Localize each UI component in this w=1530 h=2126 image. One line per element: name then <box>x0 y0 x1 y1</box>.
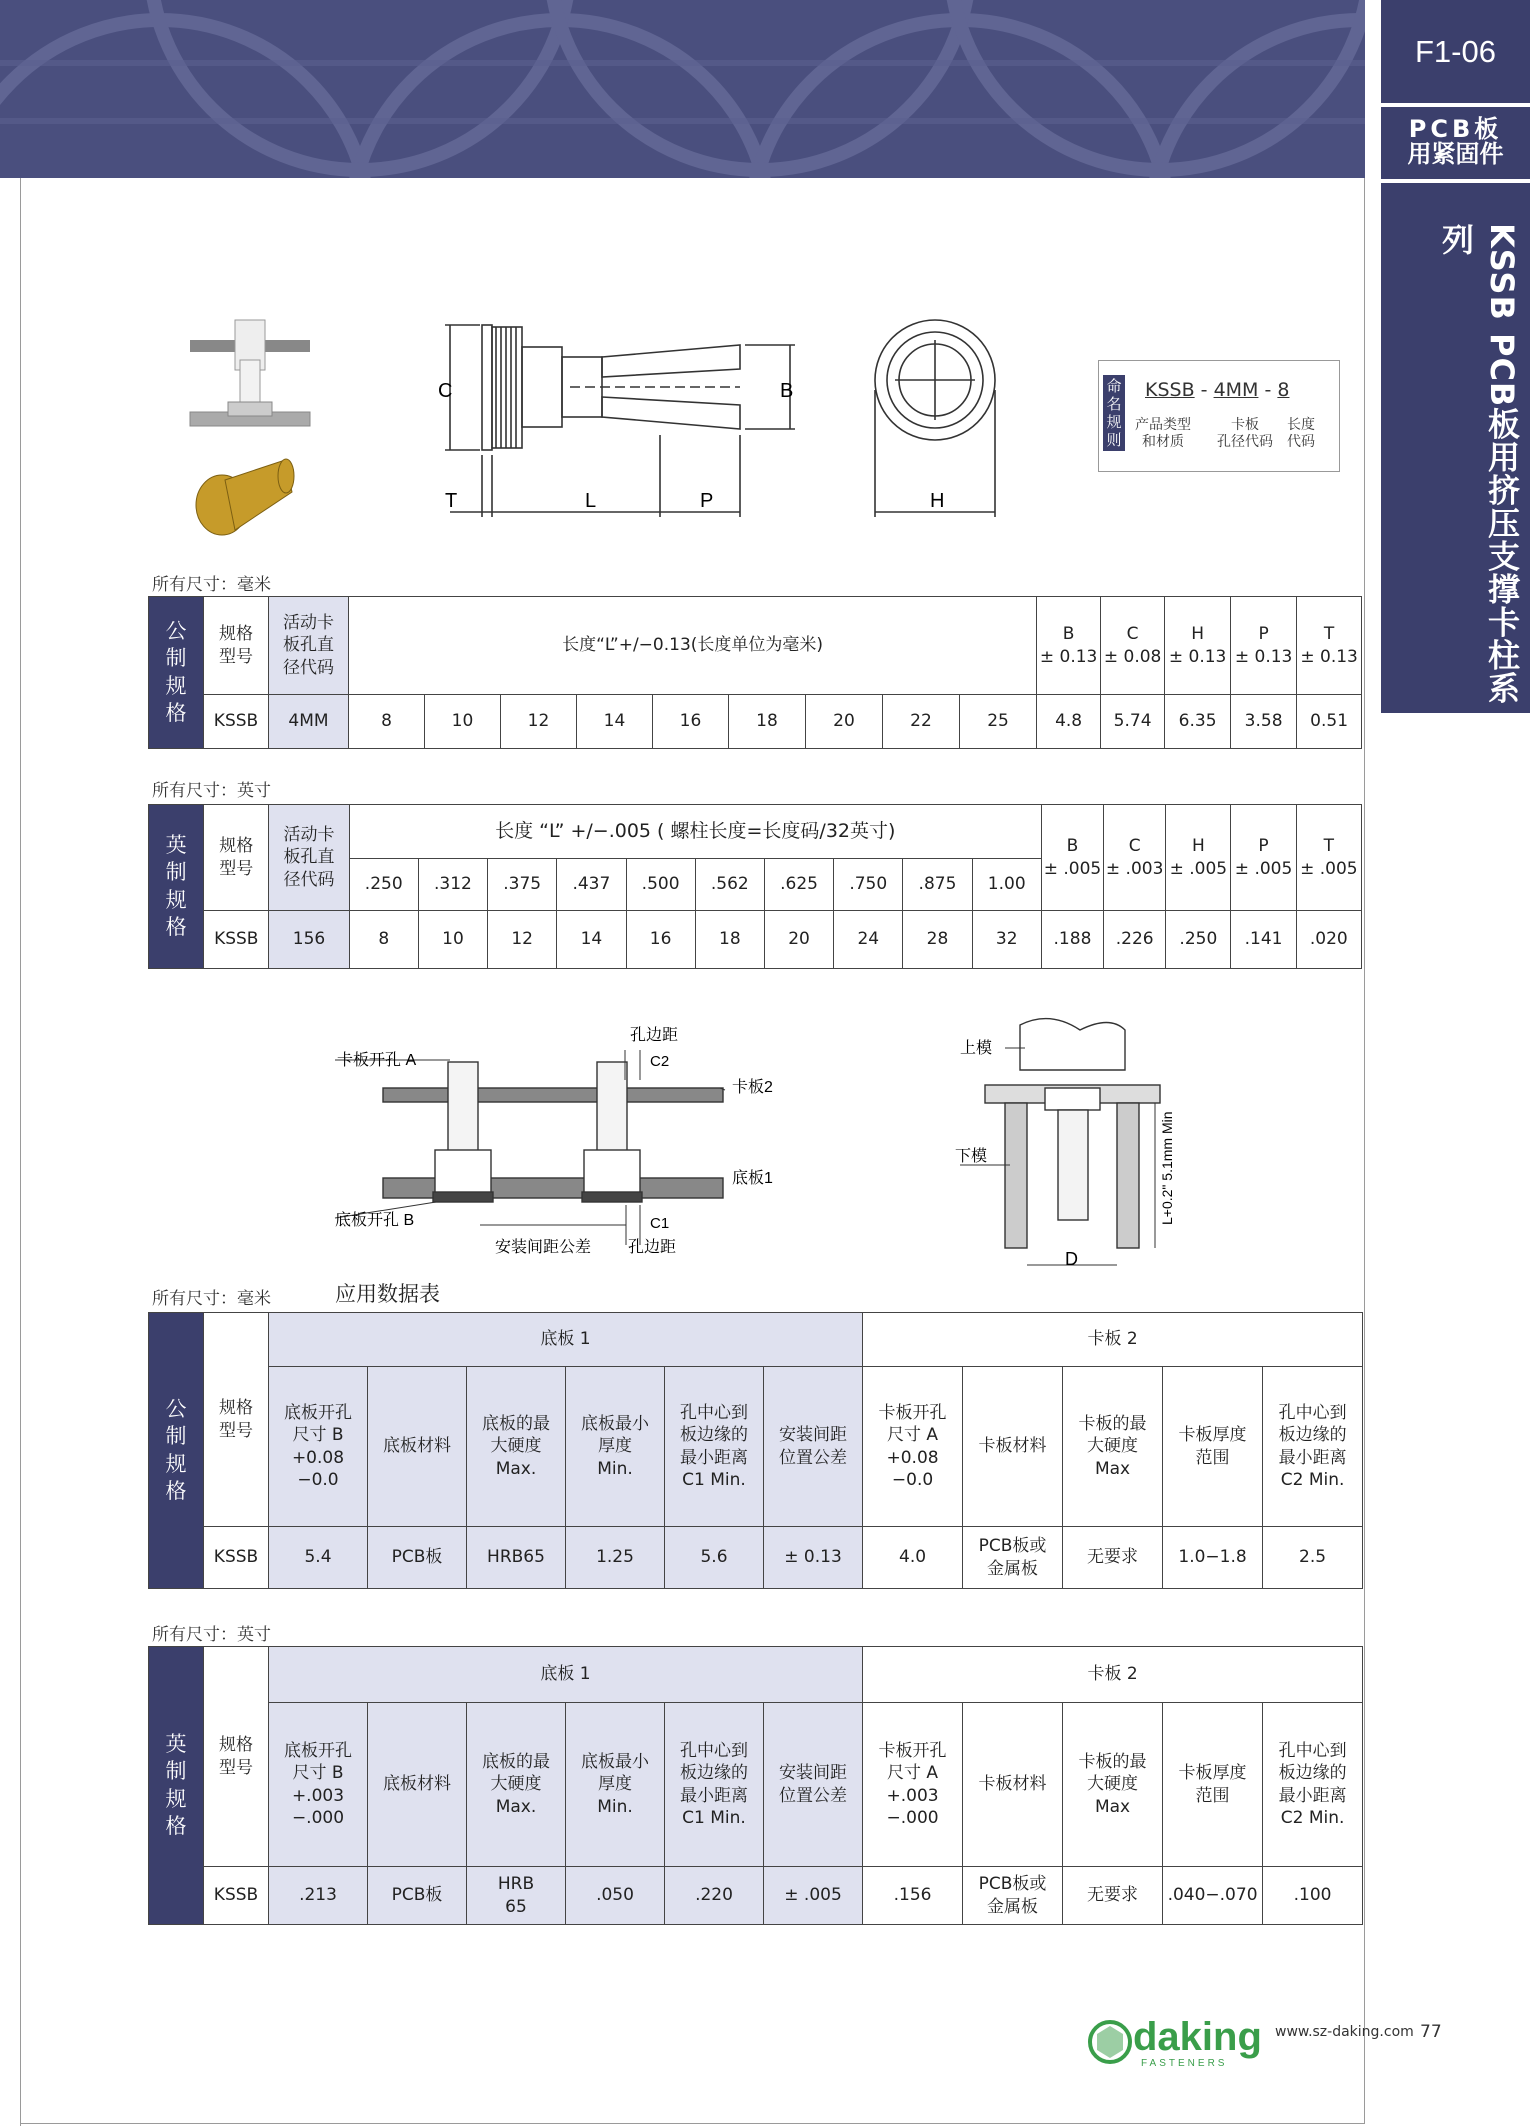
header-banner <box>0 0 1365 178</box>
app-metric-group1: 底板 1 <box>269 1313 863 1367</box>
naming-code-hole: 4MM <box>1213 379 1259 401</box>
category-line-2: 用紧固件 <box>1407 140 1504 168</box>
naming-code-length: 8 <box>1277 379 1290 401</box>
naming-desc-length-l2: 代码 <box>1287 434 1315 450</box>
metric-dim-cell: 5.74 <box>1101 695 1165 749</box>
series-title: KSSB PCB板用挤压支撑卡柱系列 <box>1437 223 1521 705</box>
app-inch-h-9: 卡板厚度范围 <box>1163 1703 1263 1867</box>
application-drawing <box>320 1020 790 1260</box>
inch-length-code: .312 <box>418 859 487 911</box>
app-inch-h-7: 卡板材料 <box>963 1703 1063 1867</box>
inch-spec-table <box>148 804 1362 969</box>
label-c1: C1 <box>650 1215 670 1232</box>
metric-h-p: P ± 0.13 <box>1231 597 1297 695</box>
metric-side-label: 公制规格 <box>149 597 204 749</box>
app-metric-h-9: 卡板厚度范围 <box>1163 1367 1263 1527</box>
inch-length-cell: 10 <box>418 911 487 969</box>
page-number: 77 <box>1420 2022 1442 2042</box>
metric-dim-cell: 0.51 <box>1297 695 1362 749</box>
metric-h-t: T ± 0.13 <box>1297 597 1362 695</box>
app-inch-value: HRB 65 <box>467 1867 566 1925</box>
metric-dim-cell: 3.58 <box>1231 695 1297 749</box>
inch-dim-cell: .226 <box>1104 911 1166 969</box>
metric-h-c: C ± 0.08 <box>1101 597 1165 695</box>
app-inch-value: .156 <box>863 1867 963 1925</box>
app-metric-side-label: 公制规格 <box>149 1313 204 1589</box>
dim-label-b: B <box>780 380 794 402</box>
naming-desc-type <box>1135 417 1191 451</box>
app-inch-value: .040−.070 <box>1163 1867 1263 1925</box>
app-metric-value: HRB65 <box>467 1527 566 1589</box>
naming-desc-hole-l2: 孔径代码 <box>1217 434 1273 450</box>
label-hole-edge-top: 孔边距 <box>630 1027 679 1044</box>
naming-desc-hole <box>1217 417 1273 451</box>
metric-length-cell: 18 <box>729 695 806 749</box>
inch-length-code: .500 <box>626 859 695 911</box>
inch-length-cell: 20 <box>764 911 833 969</box>
inch-h-c: C ± .003 <box>1104 805 1166 911</box>
page-frame-left <box>20 178 21 2126</box>
metric-dim-cell: 4.8 <box>1037 695 1101 749</box>
metric-h-h: H ± 0.13 <box>1165 597 1231 695</box>
app-metric-group2: 卡板 2 <box>863 1313 1363 1367</box>
app-inch-h-4: 孔中心到板边缘的最小距离 C1 Min. <box>665 1703 764 1867</box>
inch-length-code: .562 <box>695 859 764 911</box>
app-metric-h-1: 底板材料 <box>368 1367 467 1527</box>
metric-h-code: 活动卡板孔直径代码 <box>269 597 349 695</box>
inch-h-length: 长度 “L” +/−.005 ( 螺柱长度=长度码/32英寸) <box>349 805 1041 859</box>
metric-h-b: B ± 0.13 <box>1037 597 1101 695</box>
inch-h-p: P ± .005 <box>1231 805 1296 911</box>
app-inch-group1: 底板 1 <box>269 1647 863 1703</box>
inch-dim-cell: .250 <box>1166 911 1231 969</box>
naming-desc-type-l2: 和材质 <box>1142 434 1184 450</box>
app-inch-value: PCB板 <box>368 1867 467 1925</box>
label-d: D <box>1065 1249 1078 1269</box>
dim-label-c: C <box>438 380 453 402</box>
app-metric-value: 5.4 <box>269 1527 368 1589</box>
app-inch-unit-note: 所有尺寸：英寸 <box>152 1625 271 1645</box>
inch-h-t: T ± .005 <box>1296 805 1361 911</box>
app-metric-h-8: 卡板的最大硬度 Max <box>1063 1367 1163 1527</box>
inch-length-code: 1.00 <box>972 859 1041 911</box>
inch-length-cell: 8 <box>349 911 418 969</box>
app-inch-value: .050 <box>566 1867 665 1925</box>
page-code: F1-06 <box>1381 0 1530 103</box>
naming-desc-type-l1: 产品类型 <box>1135 417 1191 433</box>
app-inch-h-5: 安装间距位置公差 <box>764 1703 863 1867</box>
inch-unit-note: 所有尺寸：英寸 <box>152 781 271 801</box>
label-hole-edge-bottom: 孔边距 <box>628 1239 677 1256</box>
inch-length-code: .250 <box>349 859 418 911</box>
brand-name: daking <box>1133 2015 1262 2059</box>
label-base-hole-b: 底板开孔 B <box>335 1212 415 1229</box>
app-metric-h-4: 孔中心到板边缘的最小距离 C1 Min. <box>665 1367 764 1527</box>
inch-dim-cell: .188 <box>1041 911 1103 969</box>
inch-length-code: .750 <box>834 859 903 911</box>
label-board-hole-a: 卡板开孔 A <box>337 1052 417 1069</box>
page-frame-bottom <box>20 2123 1365 2124</box>
app-metric-value: 4.0 <box>863 1527 963 1589</box>
app-metric-h-3: 底板最小厚度 Min. <box>566 1367 665 1527</box>
app-metric-h-6: 卡板开孔尺寸 A +0.08 −0.0 <box>863 1367 963 1527</box>
app-metric-model: KSSB <box>204 1527 269 1589</box>
inch-length-cell: 24 <box>834 911 903 969</box>
app-metric-h-10: 孔中心到板边缘的最小距离 C2 Min. <box>1263 1367 1363 1527</box>
dim-label-t: T <box>445 490 458 512</box>
app-metric-value: PCB板 <box>368 1527 467 1589</box>
inch-length-code: .437 <box>557 859 626 911</box>
press-drawing <box>950 1015 1210 1275</box>
brand-logo <box>1085 2014 1265 2070</box>
inch-length-code: .875 <box>903 859 972 911</box>
label-board2: 卡板2 <box>732 1079 773 1096</box>
metric-h-model: 规格型号 <box>204 597 269 695</box>
inch-model: KSSB <box>204 911 269 969</box>
app-inch-table <box>148 1646 1363 1925</box>
app-inch-h-model: 规格型号 <box>204 1647 269 1867</box>
app-inch-h-1: 底板材料 <box>368 1703 467 1867</box>
metric-model: KSSB <box>204 695 269 749</box>
app-inch-value: .220 <box>665 1867 764 1925</box>
metric-length-cell: 14 <box>577 695 653 749</box>
app-inch-h-0: 底板开孔尺寸 B +.003 −.000 <box>269 1703 368 1867</box>
inch-dim-cell: .020 <box>1296 911 1361 969</box>
app-inch-value: ± .005 <box>764 1867 863 1925</box>
inch-length-cell: 32 <box>972 911 1041 969</box>
naming-tag: 命名规则 <box>1103 375 1125 451</box>
app-metric-h-2: 底板的最大硬度 Max. <box>467 1367 566 1527</box>
inch-length-cell: 14 <box>557 911 626 969</box>
metric-length-cell: 8 <box>349 695 425 749</box>
metric-dim-cell: 6.35 <box>1165 695 1231 749</box>
category-label <box>1381 107 1530 179</box>
naming-code-type: KSSB <box>1145 379 1195 401</box>
metric-spec-table <box>148 596 1362 749</box>
inch-length-cell: 18 <box>695 911 764 969</box>
naming-rule-box <box>1098 360 1340 472</box>
app-inch-model: KSSB <box>204 1867 269 1925</box>
app-metric-value: 无要求 <box>1063 1527 1163 1589</box>
metric-length-cell: 20 <box>806 695 883 749</box>
dim-label-h: H <box>930 490 945 512</box>
app-metric-h-0: 底板开孔尺寸 B +0.08 −0.0 <box>269 1367 368 1527</box>
dimension-drawing <box>420 305 1020 530</box>
metric-unit-note: 所有尺寸：毫米 <box>152 575 271 595</box>
app-inch-h-6: 卡板开孔尺寸 A +.003 −.000 <box>863 1703 963 1867</box>
app-metric-h-model: 规格型号 <box>204 1313 269 1527</box>
inch-side-label: 英制规格 <box>149 805 204 969</box>
dim-label-l: L <box>585 490 597 512</box>
banner-pattern <box>0 0 1365 178</box>
app-metric-value: 1.0−1.8 <box>1163 1527 1263 1589</box>
page-frame-right <box>1364 178 1365 2124</box>
label-upper-die: 上模 <box>960 1040 993 1057</box>
app-inch-value: PCB板或金属板 <box>963 1867 1063 1925</box>
naming-code: KSSB - 4MM - 8 <box>1145 379 1290 401</box>
app-metric-value: PCB板或金属板 <box>963 1527 1063 1589</box>
inch-length-cell: 28 <box>903 911 972 969</box>
inch-code: 156 <box>269 911 349 969</box>
app-inch-side-label: 英制规格 <box>149 1647 204 1925</box>
app-inch-value: .213 <box>269 1867 368 1925</box>
inch-dim-cell: .141 <box>1231 911 1296 969</box>
inch-length-code: .375 <box>488 859 557 911</box>
inch-length-cell: 16 <box>626 911 695 969</box>
metric-length-cell: 25 <box>960 695 1037 749</box>
inch-length-cell: 12 <box>488 911 557 969</box>
inch-h-h: H ± .005 <box>1166 805 1231 911</box>
metric-length-cell: 22 <box>883 695 960 749</box>
naming-desc-length <box>1287 417 1315 451</box>
app-table-title: 应用数据表 <box>335 1282 440 1306</box>
label-lower-die: 下模 <box>955 1148 988 1165</box>
app-metric-value: 1.25 <box>566 1527 665 1589</box>
inch-h-b: B ± .005 <box>1041 805 1103 911</box>
label-board1: 底板1 <box>732 1170 773 1187</box>
naming-desc-hole-l1: 卡板 <box>1231 417 1259 433</box>
label-install-tol: 安装间距公差 <box>495 1239 592 1256</box>
metric-h-length: 长度“L”+/−0.13(长度单位为毫米) <box>349 597 1037 695</box>
app-inch-value: 无要求 <box>1063 1867 1163 1925</box>
category-line-1: PCB板 <box>1408 115 1503 143</box>
app-inch-h-8: 卡板的最大硬度 Max <box>1063 1703 1163 1867</box>
footer-url[interactable]: www.sz-daking.com <box>1275 2024 1414 2040</box>
inch-h-code: 活动卡板孔直径代码 <box>269 805 349 911</box>
app-inch-h-2: 底板的最大硬度 Max. <box>467 1703 566 1867</box>
inch-length-code: .625 <box>764 859 833 911</box>
brand-sub: FASTENERS <box>1141 2058 1228 2069</box>
app-metric-table <box>148 1312 1363 1589</box>
inch-h-model: 规格型号 <box>204 805 269 911</box>
app-metric-h-5: 安装间距位置公差 <box>764 1367 863 1527</box>
installed-product-illustration <box>180 310 320 540</box>
app-metric-value: ± 0.13 <box>764 1527 863 1589</box>
globe-icon <box>1090 2022 1130 2062</box>
metric-length-cell: 10 <box>425 695 501 749</box>
metric-length-cell: 16 <box>653 695 729 749</box>
app-inch-value: .100 <box>1263 1867 1363 1925</box>
label-c2: C2 <box>650 1053 670 1070</box>
app-metric-unit-note: 所有尺寸：毫米 <box>152 1289 271 1309</box>
app-inch-group2: 卡板 2 <box>863 1647 1363 1703</box>
metric-code: 4MM <box>269 695 349 749</box>
naming-desc-length-l1: 长度 <box>1287 417 1315 433</box>
app-inch-h-10: 孔中心到板边缘的最小距离 C2 Min. <box>1263 1703 1363 1867</box>
app-metric-h-7: 卡板材料 <box>963 1367 1063 1527</box>
dim-label-p: P <box>700 490 714 512</box>
app-metric-value: 5.6 <box>665 1527 764 1589</box>
series-title-tab <box>1381 183 1530 713</box>
app-inch-h-3: 底板最小厚度 Min. <box>566 1703 665 1867</box>
label-press-dim: L+0.2" 5.1mm Min <box>1159 1111 1175 1225</box>
app-metric-value: 2.5 <box>1263 1527 1363 1589</box>
metric-length-cell: 12 <box>501 695 577 749</box>
